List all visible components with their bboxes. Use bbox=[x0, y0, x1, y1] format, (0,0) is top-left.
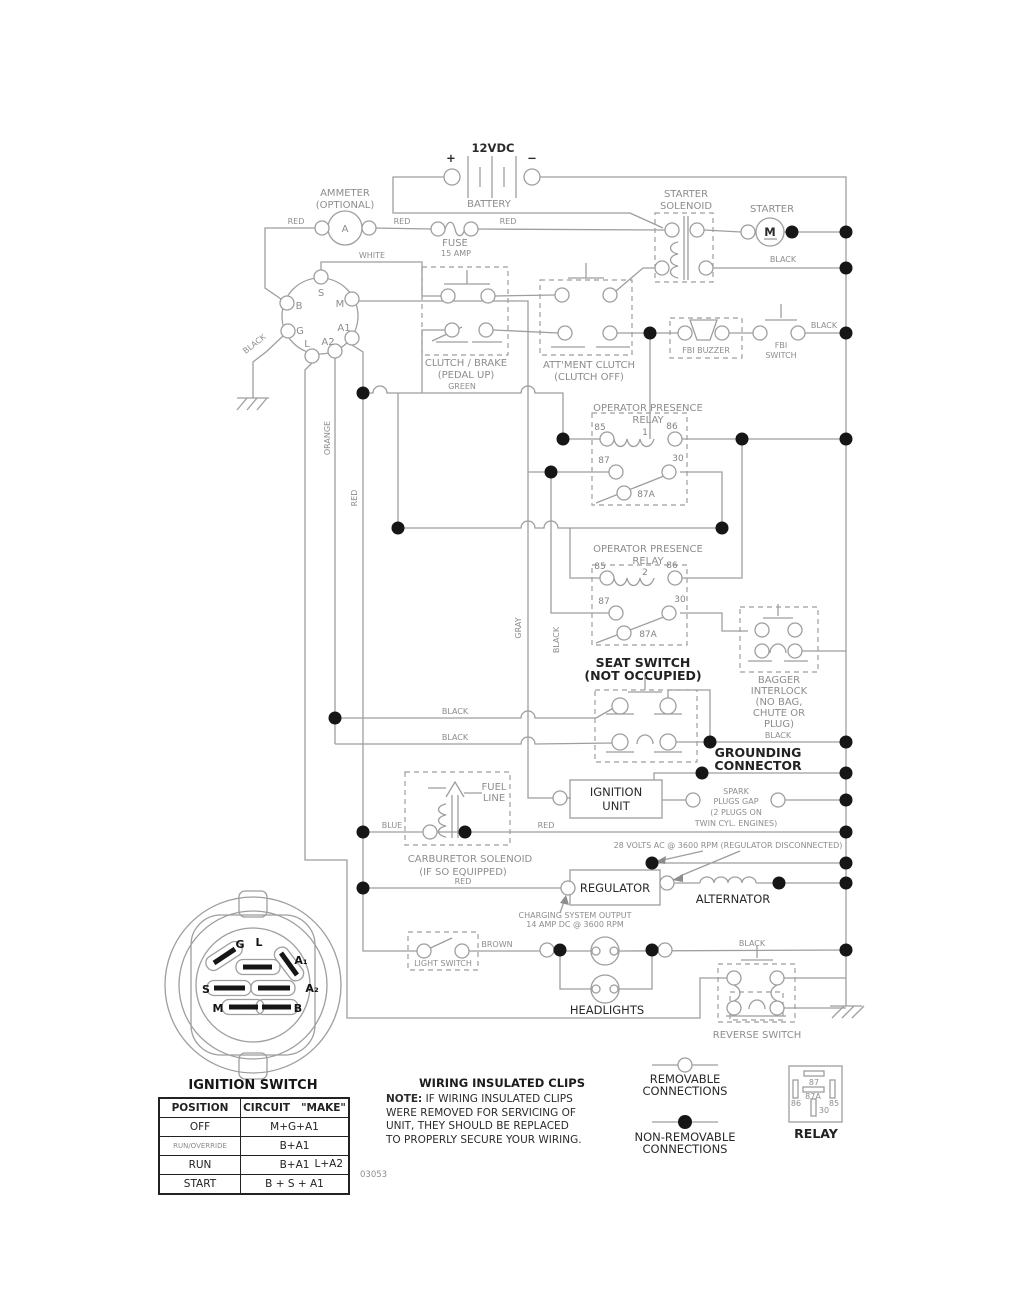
key-terminal-g: G bbox=[296, 326, 304, 337]
relay-pinout-diagram bbox=[789, 1066, 842, 1141]
ignition-unit-label-1: IGNITION bbox=[589, 785, 643, 799]
charging-note-1: CHARGING SYSTEM OUTPUT bbox=[518, 911, 632, 920]
starter-solenoid-label-2: SOLENOID bbox=[659, 201, 713, 212]
doc-number: 03053 bbox=[360, 1170, 388, 1180]
clutch-brake-label-2: (PEDAL UP) bbox=[437, 370, 495, 381]
key-terminal-m: M bbox=[335, 299, 345, 310]
carb-solenoid-label-1: CARBURETOR SOLENOID bbox=[407, 854, 533, 865]
table-cell-position: RUN bbox=[159, 1156, 241, 1175]
bagger-label-4: CHUTE OR bbox=[752, 708, 806, 719]
grounding-label-1: GROUNDING bbox=[714, 745, 802, 760]
fbi-switch bbox=[753, 304, 805, 360]
fbi-switch-label-2: SWITCH bbox=[765, 351, 797, 360]
table-header-circuit-label: CIRCUIT bbox=[243, 1102, 291, 1114]
relay-diagram-pin-87a: 87A bbox=[805, 1092, 821, 1101]
connector-terminal-a1: A₁ bbox=[294, 954, 308, 967]
relay2-pin-86: 86 bbox=[666, 561, 678, 571]
seat-switch-label-1: SEAT SWITCH bbox=[595, 655, 691, 670]
battery bbox=[444, 141, 540, 210]
clips-note-bold: NOTE: bbox=[386, 1093, 423, 1105]
fuel-line-label-1: FUEL bbox=[481, 782, 507, 793]
wire-color-labels bbox=[241, 217, 838, 949]
connector-terminal-a2: A₂ bbox=[305, 982, 319, 995]
spark-label-4: TWIN CYL. ENGINES) bbox=[694, 819, 778, 828]
starter-symbol: M bbox=[764, 225, 776, 239]
wire-black-bagger: BLACK bbox=[764, 731, 792, 740]
regulator-label: REGULATOR bbox=[579, 881, 651, 895]
table-header-make-label: "MAKE" bbox=[301, 1102, 346, 1114]
table-cell-position: START bbox=[159, 1175, 241, 1195]
table-cell-circuit: B+A1 bbox=[241, 1137, 350, 1156]
relay2-subtitle: RELAY bbox=[632, 556, 664, 567]
clutch-brake-switch bbox=[422, 267, 508, 381]
table-cell-circuit: B + S + A1 bbox=[241, 1175, 350, 1195]
starter-solenoid-label-1: STARTER bbox=[663, 189, 709, 200]
starter-solenoid bbox=[655, 189, 713, 282]
bagger-label-5: PLUG) bbox=[763, 719, 795, 730]
light-switch-label: LIGHT SWITCH bbox=[414, 959, 472, 968]
table-cell-position: OFF bbox=[159, 1118, 241, 1137]
clips-note-line-3: UNIT, THEY SHOULD BE REPLACED bbox=[386, 1120, 569, 1132]
wire-brown: BROWN bbox=[481, 940, 513, 949]
clutch-brake-label-1: CLUTCH / BRAKE bbox=[424, 358, 508, 369]
relay1-title: OPERATOR PRESENCE bbox=[593, 403, 703, 414]
relay1-pin-85: 85 bbox=[594, 423, 606, 433]
connector-terminal-b: B bbox=[293, 1002, 303, 1015]
wiring-clips-note bbox=[386, 1076, 618, 1147]
headlights-label: HEADLIGHTS bbox=[569, 1003, 645, 1017]
bagger-label-2: INTERLOCK bbox=[750, 686, 808, 697]
wire-black-seat-2: BLACK bbox=[441, 733, 469, 742]
table-cell-circuit bbox=[241, 1156, 350, 1175]
relay2-number: 2 bbox=[642, 568, 648, 578]
wire-black-headlights: BLACK bbox=[738, 939, 766, 948]
wire-green: GREEN bbox=[448, 382, 476, 391]
fbi-buzzer-label: FBI BUZZER bbox=[682, 346, 730, 355]
clips-note-line-2: WERE REMOVED FOR SERVICING OF bbox=[386, 1106, 576, 1119]
spark-plugs bbox=[686, 787, 785, 828]
bagger-interlock bbox=[740, 604, 818, 730]
legend-removable bbox=[643, 1058, 728, 1098]
legend-removable-1: REMOVABLE bbox=[649, 1072, 721, 1086]
relay1-pin-87a: 87A bbox=[637, 490, 655, 500]
spark-label-2: PLUGS GAP bbox=[713, 797, 759, 806]
wire-red-vertical: RED bbox=[350, 489, 359, 507]
carburetor-solenoid bbox=[405, 772, 533, 878]
wire-red-regulator: RED bbox=[454, 877, 472, 886]
bagger-label-3: (NO BAG, bbox=[755, 697, 803, 708]
grounding-label-2: CONNECTOR bbox=[714, 758, 802, 773]
table-cell-circuit-value: B+A1 bbox=[279, 1159, 310, 1171]
table-cell-position: RUN/OVERRIDE bbox=[159, 1137, 241, 1156]
starter-label: STARTER bbox=[749, 204, 795, 215]
fuel-line-label-2: LINE bbox=[482, 793, 506, 804]
fbi-switch-label-1: FBI bbox=[774, 341, 788, 350]
wire-black-ground: BLACK bbox=[241, 332, 268, 356]
table-row-off bbox=[159, 1118, 349, 1137]
table-cell-make-value: L+A2 bbox=[314, 1158, 343, 1170]
clips-note-line-1: IF WIRING INSULATED CLIPS bbox=[425, 1093, 573, 1105]
fuse-label: FUSE bbox=[442, 238, 468, 249]
attachment-clutch-label-1: ATT'MENT CLUTCH bbox=[543, 360, 635, 371]
key-terminal-b: B bbox=[295, 301, 303, 312]
wire-black-seat-1: BLACK bbox=[441, 707, 469, 716]
wire-black-relay: BLACK bbox=[552, 626, 561, 654]
ignition-unit-label-2: UNIT bbox=[602, 799, 630, 813]
key-terminal-a2: A2 bbox=[321, 337, 335, 348]
clips-note-title: WIRING INSULATED CLIPS bbox=[418, 1076, 586, 1090]
legend-non-removable-1: NON-REMOVABLE bbox=[634, 1130, 736, 1144]
battery-voltage: 12VDC bbox=[471, 141, 515, 155]
connector-terminal-g: G bbox=[235, 938, 245, 951]
bagger-label-1: BAGGER bbox=[757, 675, 801, 686]
table-cell-circuit: M+G+A1 bbox=[241, 1118, 350, 1137]
connector-terminal-s: S bbox=[202, 983, 210, 996]
starter-motor bbox=[741, 204, 794, 246]
table-row-run-override bbox=[159, 1137, 349, 1156]
relay2-pin-30: 30 bbox=[674, 595, 686, 605]
relay-diagram-pin-30: 30 bbox=[818, 1106, 830, 1115]
relay2-pin-87a: 87A bbox=[639, 630, 657, 640]
key-switch-schematic bbox=[280, 270, 359, 363]
ammeter-label-1: AMMETER bbox=[320, 188, 370, 199]
fuse bbox=[431, 222, 478, 258]
relay1-pin-87: 87 bbox=[598, 456, 610, 466]
table-header-position: POSITION bbox=[159, 1098, 241, 1118]
ignition-switch-connector bbox=[165, 891, 341, 1079]
operator-presence-relay-2 bbox=[592, 544, 703, 645]
grounding-connector bbox=[714, 745, 802, 773]
legend-non-removable bbox=[635, 1115, 736, 1156]
wire-orange: ORANGE bbox=[323, 420, 332, 456]
reverse-switch bbox=[713, 946, 801, 1041]
alternator bbox=[696, 892, 771, 906]
spark-label-1: SPARK bbox=[723, 787, 749, 796]
relay2-pin-85: 85 bbox=[594, 562, 606, 572]
connector-terminal-m: M bbox=[212, 1002, 224, 1015]
wire-red-3: RED bbox=[499, 217, 517, 226]
table-header-circuit bbox=[241, 1098, 350, 1118]
wire-blue: BLUE bbox=[381, 821, 403, 830]
alternator-label: ALTERNATOR bbox=[695, 892, 771, 906]
relay-diagram-pin-85: 85 bbox=[828, 1099, 840, 1108]
make-table bbox=[158, 1097, 350, 1195]
table-row-start bbox=[159, 1175, 349, 1195]
light-switch bbox=[408, 932, 478, 970]
ignition-unit bbox=[553, 780, 662, 818]
ammeter-symbol: A bbox=[341, 224, 349, 235]
carb-solenoid-label-2: (IF SO EQUIPPED) bbox=[419, 867, 507, 878]
wire-black-starter: BLACK bbox=[769, 255, 797, 264]
charging-note-2: 14 AMP DC @ 3600 RPM bbox=[526, 920, 624, 929]
relay1-number: 1 bbox=[642, 428, 648, 438]
relay2-pin-87: 87 bbox=[598, 597, 610, 607]
key-terminal-l: L bbox=[304, 339, 310, 350]
fbi-buzzer bbox=[670, 318, 742, 358]
relay1-pin-30: 30 bbox=[672, 454, 684, 464]
operator-presence-relay-1 bbox=[592, 403, 703, 505]
regulator-ac-note: 28 VOLTS AC @ 3600 RPM (REGULATOR DISCONNECTED) bbox=[613, 841, 843, 850]
legend-removable-2: CONNECTIONS bbox=[642, 1084, 728, 1098]
clips-note-line-4: TO PROPERLY SECURE YOUR WIRING. bbox=[386, 1133, 582, 1146]
ignition-switch-title: IGNITION SWITCH bbox=[188, 1078, 318, 1093]
table-header-row bbox=[159, 1098, 349, 1118]
wire-red-2: RED bbox=[393, 217, 411, 226]
battery-label: BATTERY bbox=[467, 199, 511, 210]
wire-black-fbi: BLACK bbox=[810, 321, 838, 330]
relay-diagram-pin-87: 87 bbox=[808, 1078, 820, 1087]
ammeter bbox=[315, 188, 376, 245]
seat-switch-label-2: (NOT OCCUPIED) bbox=[584, 668, 702, 683]
fuse-rating: 15 AMP bbox=[441, 249, 471, 258]
key-terminal-s: S bbox=[317, 288, 325, 299]
attachment-clutch-switch bbox=[540, 263, 635, 383]
wire-white: WHITE bbox=[358, 251, 386, 260]
legend-non-removable-2: CONNECTIONS bbox=[642, 1142, 728, 1156]
key-terminal-a1: A1 bbox=[337, 323, 351, 334]
wire-red-1: RED bbox=[287, 217, 305, 226]
battery-minus: − bbox=[527, 151, 537, 165]
connector-terminal-l: L bbox=[255, 936, 263, 949]
ammeter-label-2: (OPTIONAL) bbox=[315, 200, 375, 211]
wire-gray: GRAY bbox=[514, 617, 523, 639]
relay1-pin-86: 86 bbox=[666, 422, 678, 432]
ground-symbol-left bbox=[237, 398, 269, 410]
relay1-subtitle: RELAY bbox=[632, 415, 664, 426]
relay-diagram-label: RELAY bbox=[794, 1126, 838, 1141]
spark-label-3: (2 PLUGS ON bbox=[710, 808, 762, 817]
relay-diagram-pin-86: 86 bbox=[790, 1099, 802, 1108]
wire-red-carb: RED bbox=[537, 821, 555, 830]
battery-plus: + bbox=[446, 151, 456, 165]
table-row-run bbox=[159, 1156, 349, 1175]
regulator bbox=[519, 841, 843, 929]
reverse-switch-label: REVERSE SWITCH bbox=[712, 1030, 802, 1041]
seat-switch bbox=[584, 655, 701, 762]
relay2-title: OPERATOR PRESENCE bbox=[593, 544, 703, 555]
attachment-clutch-label-2: (CLUTCH OFF) bbox=[554, 372, 624, 383]
